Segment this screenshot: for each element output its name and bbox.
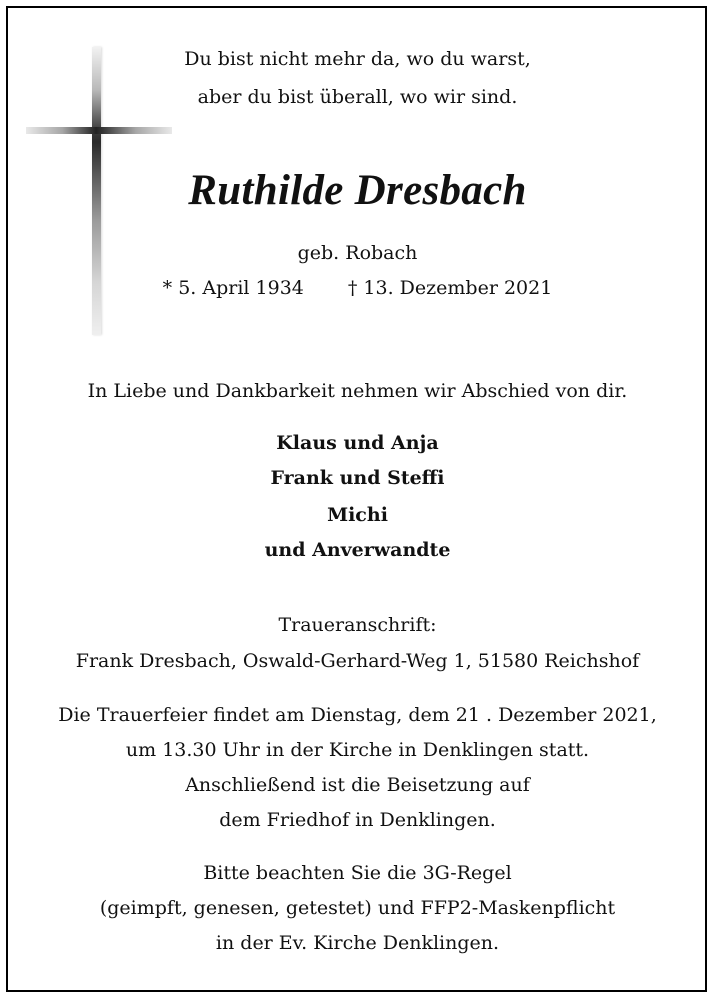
notice-line: (geimpft, genesen, getestet) und FFP2-Maskenpflicht xyxy=(99,897,616,919)
birth-date: * 5. April 1934 xyxy=(162,277,304,299)
address-value: Frank Dresbach, Oswald-Gerhard-Weg 1, 51580 Reichshof xyxy=(75,650,640,672)
mourner-line: Michi xyxy=(327,504,388,526)
mourner-line: und Anverwandte xyxy=(264,539,451,561)
ceremony-line: um 13.30 Uhr in der Kirche in Denklingen statt. xyxy=(125,739,590,761)
verse-line-2: aber du bist überall, wo wir sind. xyxy=(197,86,518,108)
farewell-text: In Liebe und Dankbarkeit nehmen wir Abschied von dir. xyxy=(87,380,628,402)
notice-line: in der Ev. Kirche Denklingen. xyxy=(215,932,500,954)
cross-horizontal-beam xyxy=(26,127,172,134)
death-date: † 13. Dezember 2021 xyxy=(347,277,553,299)
deceased-name: Ruthilde Dresbach xyxy=(188,167,527,214)
mourner-line: Frank und Steffi xyxy=(270,467,445,489)
address-label: Traueranschrift: xyxy=(278,614,437,636)
verse-line-1: Du bist nicht mehr da, wo du warst, xyxy=(184,48,531,70)
notice-line: Bitte beachten Sie die 3G-Regel xyxy=(203,862,512,884)
maiden-name: geb. Robach xyxy=(297,242,418,264)
mourner-line: Klaus und Anja xyxy=(276,432,439,454)
ceremony-line: dem Friedhof in Denklingen. xyxy=(219,809,496,831)
ceremony-line: Die Trauerfeier findet am Dienstag, dem 21 . Dezember 2021, xyxy=(58,704,657,726)
life-dates xyxy=(0,277,715,299)
ceremony-line: Anschließend ist die Beisetzung auf xyxy=(185,774,530,796)
